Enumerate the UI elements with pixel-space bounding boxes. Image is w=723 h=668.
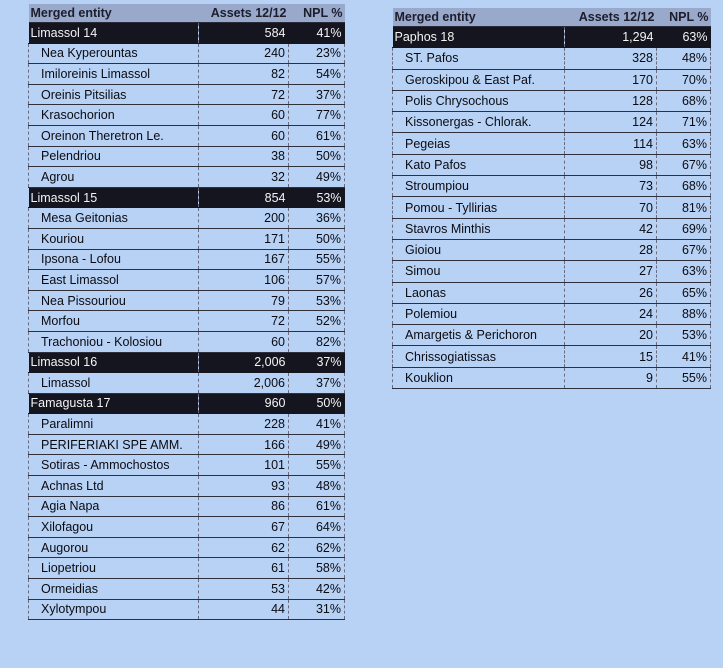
table-row	[393, 261, 711, 282]
assets-cell: 32	[199, 167, 289, 188]
entity-name-cell: Pomou - Tyllirias	[393, 197, 565, 218]
entity-name-cell: Ipsona - Lofou	[29, 249, 199, 270]
table-row	[29, 579, 345, 600]
header-merged-entity: Merged entity	[393, 8, 565, 27]
assets-cell: 9	[565, 367, 657, 388]
npl-cell: 23%	[289, 43, 345, 64]
assets-cell: 171	[199, 228, 289, 249]
assets-cell: 166	[199, 434, 289, 455]
assets-cell: 328	[565, 48, 657, 69]
entity-name-cell: Geroskipou & East Paf.	[393, 69, 565, 90]
npl-cell: 65%	[657, 282, 711, 303]
npl-cell: 63%	[657, 27, 711, 48]
entity-name-cell: Stroumpiou	[393, 176, 565, 197]
table-row	[393, 112, 711, 133]
assets-cell: 2,006	[199, 352, 289, 373]
npl-cell: 88%	[657, 303, 711, 324]
npl-cell: 50%	[289, 146, 345, 167]
table-row	[393, 197, 711, 218]
table-row	[393, 282, 711, 303]
assets-cell: 200	[199, 208, 289, 229]
table-row	[29, 84, 345, 105]
entity-name-cell: Nea Pissouriou	[29, 290, 199, 311]
npl-cell: 42%	[289, 579, 345, 600]
npl-cell: 63%	[657, 261, 711, 282]
entity-name-cell: Polis Chrysochous	[393, 90, 565, 111]
entity-name-cell: Limassol 15	[29, 187, 199, 208]
group-row	[29, 352, 345, 373]
assets-cell: 79	[199, 290, 289, 311]
entity-name-cell: Kouriou	[29, 228, 199, 249]
entity-name-cell: Sotiras - Ammochostos	[29, 455, 199, 476]
entity-name-cell: Laonas	[393, 282, 565, 303]
npl-cell: 49%	[289, 434, 345, 455]
npl-cell: 77%	[289, 105, 345, 126]
npl-cell: 61%	[289, 496, 345, 517]
npl-cell: 58%	[289, 558, 345, 579]
assets-cell: 170	[565, 69, 657, 90]
entity-name-cell: Nea Kyperountas	[29, 43, 199, 64]
assets-cell: 53	[199, 579, 289, 600]
table-row	[29, 496, 345, 517]
table-row	[393, 239, 711, 260]
header-npl: NPL %	[289, 4, 345, 23]
table-row	[29, 105, 345, 126]
group-row	[29, 187, 345, 208]
table-row	[393, 90, 711, 111]
table-row	[393, 48, 711, 69]
assets-cell: 2,006	[199, 373, 289, 394]
entity-name-cell: Kato Pafos	[393, 154, 565, 175]
table-row	[29, 146, 345, 167]
assets-cell: 62	[199, 537, 289, 558]
npl-cell: 63%	[657, 133, 711, 154]
entity-name-cell: Mesa Geitonias	[29, 208, 199, 229]
table-row	[29, 249, 345, 270]
npl-cell: 69%	[657, 218, 711, 239]
assets-cell: 60	[199, 105, 289, 126]
entity-name-cell: Chrissogiatissas	[393, 346, 565, 367]
npl-cell: 53%	[289, 187, 345, 208]
entity-name-cell: Xylotympou	[29, 599, 199, 620]
assets-cell: 44	[199, 599, 289, 620]
table-row	[29, 208, 345, 229]
npl-cell: 53%	[657, 325, 711, 346]
assets-cell: 61	[199, 558, 289, 579]
table-row	[393, 325, 711, 346]
assets-cell: 93	[199, 476, 289, 497]
entity-name-cell: Liopetriou	[29, 558, 199, 579]
npl-cell: 37%	[289, 84, 345, 105]
left-table-body	[29, 23, 345, 620]
right-entity-table	[392, 8, 711, 389]
assets-cell: 60	[199, 331, 289, 352]
table-row	[29, 517, 345, 538]
assets-cell: 167	[199, 249, 289, 270]
entity-name-cell: Gioiou	[393, 239, 565, 260]
entity-name-cell: Limassol 16	[29, 352, 199, 373]
assets-cell: 128	[565, 90, 657, 111]
npl-cell: 48%	[657, 48, 711, 69]
assets-cell: 114	[565, 133, 657, 154]
npl-cell: 71%	[657, 112, 711, 133]
entity-name-cell: Pelendriou	[29, 146, 199, 167]
assets-cell: 15	[565, 346, 657, 367]
group-row	[393, 27, 711, 48]
npl-cell: 52%	[289, 311, 345, 332]
assets-cell: 67	[199, 517, 289, 538]
entity-name-cell: Xilofagou	[29, 517, 199, 538]
entity-name-cell: Polemiou	[393, 303, 565, 324]
assets-cell: 27	[565, 261, 657, 282]
table-row	[393, 176, 711, 197]
npl-cell: 41%	[657, 346, 711, 367]
table-row	[393, 346, 711, 367]
table-row	[393, 303, 711, 324]
header-assets: Assets 12/12	[199, 4, 289, 23]
table-row	[29, 331, 345, 352]
table-row	[29, 558, 345, 579]
table-row	[393, 154, 711, 175]
assets-cell: 228	[199, 414, 289, 435]
group-row	[29, 23, 345, 44]
entity-name-cell: Stavros Minthis	[393, 218, 565, 239]
assets-cell: 73	[565, 176, 657, 197]
npl-cell: 50%	[289, 393, 345, 414]
assets-cell: 82	[199, 64, 289, 85]
entity-name-cell: Morfou	[29, 311, 199, 332]
entity-name-cell: Achnas Ltd	[29, 476, 199, 497]
table-row	[29, 414, 345, 435]
entity-name-cell: Limassol	[29, 373, 199, 394]
table-row	[29, 537, 345, 558]
npl-cell: 68%	[657, 176, 711, 197]
left-entity-table	[28, 4, 345, 620]
header-npl: NPL %	[657, 8, 711, 27]
table-row	[29, 599, 345, 620]
header-row	[29, 4, 345, 23]
entity-name-cell: ST. Pafos	[393, 48, 565, 69]
entity-name-cell: Paralimni	[29, 414, 199, 435]
entity-name-cell: PERIFERIAKI SPE AMM.	[29, 434, 199, 455]
entity-name-cell: Oreinon Theretron Le.	[29, 125, 199, 146]
npl-cell: 37%	[289, 373, 345, 394]
assets-cell: 584	[199, 23, 289, 44]
assets-cell: 28	[565, 239, 657, 260]
assets-cell: 24	[565, 303, 657, 324]
assets-cell: 101	[199, 455, 289, 476]
group-row	[29, 393, 345, 414]
npl-cell: 31%	[289, 599, 345, 620]
entity-name-cell: Amargetis & Perichoron	[393, 325, 565, 346]
entity-name-cell: Trachoniou - Kolosiou	[29, 331, 199, 352]
assets-cell: 70	[565, 197, 657, 218]
table-row	[29, 311, 345, 332]
table-row	[29, 270, 345, 291]
npl-cell: 37%	[289, 352, 345, 373]
assets-cell: 20	[565, 325, 657, 346]
npl-cell: 54%	[289, 64, 345, 85]
table-row	[29, 125, 345, 146]
entity-name-cell: Ormeidias	[29, 579, 199, 600]
assets-cell: 72	[199, 84, 289, 105]
npl-cell: 67%	[657, 154, 711, 175]
table-row	[29, 373, 345, 394]
assets-cell: 106	[199, 270, 289, 291]
entity-name-cell: Augorou	[29, 537, 199, 558]
table-row	[29, 228, 345, 249]
npl-cell: 49%	[289, 167, 345, 188]
table-row	[29, 476, 345, 497]
npl-cell: 61%	[289, 125, 345, 146]
table-row	[29, 290, 345, 311]
entity-name-cell: Paphos 18	[393, 27, 565, 48]
table-row	[29, 43, 345, 64]
assets-cell: 26	[565, 282, 657, 303]
assets-cell: 1,294	[565, 27, 657, 48]
npl-cell: 53%	[289, 290, 345, 311]
assets-cell: 854	[199, 187, 289, 208]
header-assets: Assets 12/12	[565, 8, 657, 27]
npl-cell: 57%	[289, 270, 345, 291]
npl-cell: 50%	[289, 228, 345, 249]
table-row	[29, 64, 345, 85]
table-row	[393, 69, 711, 90]
assets-cell: 38	[199, 146, 289, 167]
npl-cell: 70%	[657, 69, 711, 90]
table-row	[29, 434, 345, 455]
header-merged-entity: Merged entity	[29, 4, 199, 23]
right-table-body	[393, 27, 711, 389]
assets-cell: 86	[199, 496, 289, 517]
table-row	[393, 367, 711, 388]
npl-cell: 41%	[289, 414, 345, 435]
assets-cell: 60	[199, 125, 289, 146]
npl-cell: 67%	[657, 239, 711, 260]
entity-name-cell: Simou	[393, 261, 565, 282]
header-row	[393, 8, 711, 27]
assets-cell: 42	[565, 218, 657, 239]
entity-name-cell: Agrou	[29, 167, 199, 188]
table-row	[29, 455, 345, 476]
npl-cell: 68%	[657, 90, 711, 111]
entity-name-cell: Agia Napa	[29, 496, 199, 517]
npl-cell: 48%	[289, 476, 345, 497]
entity-name-cell: Limassol 14	[29, 23, 199, 44]
entity-name-cell: Oreinis Pitsilias	[29, 84, 199, 105]
assets-cell: 98	[565, 154, 657, 175]
table-row	[29, 167, 345, 188]
npl-cell: 36%	[289, 208, 345, 229]
assets-cell: 240	[199, 43, 289, 64]
npl-cell: 81%	[657, 197, 711, 218]
npl-cell: 64%	[289, 517, 345, 538]
npl-cell: 55%	[289, 455, 345, 476]
table-row	[393, 218, 711, 239]
entity-name-cell: Pegeias	[393, 133, 565, 154]
npl-cell: 41%	[289, 23, 345, 44]
npl-cell: 55%	[289, 249, 345, 270]
npl-cell: 62%	[289, 537, 345, 558]
npl-cell: 55%	[657, 367, 711, 388]
assets-cell: 124	[565, 112, 657, 133]
npl-cell: 82%	[289, 331, 345, 352]
entity-name-cell: Kissonergas - Chlorak.	[393, 112, 565, 133]
entity-name-cell: East Limassol	[29, 270, 199, 291]
entity-name-cell: Kouklion	[393, 367, 565, 388]
entity-name-cell: Imiloreinis Limassol	[29, 64, 199, 85]
entity-name-cell: Krasochorion	[29, 105, 199, 126]
assets-cell: 960	[199, 393, 289, 414]
assets-cell: 72	[199, 311, 289, 332]
entity-name-cell: Famagusta 17	[29, 393, 199, 414]
table-row	[393, 133, 711, 154]
